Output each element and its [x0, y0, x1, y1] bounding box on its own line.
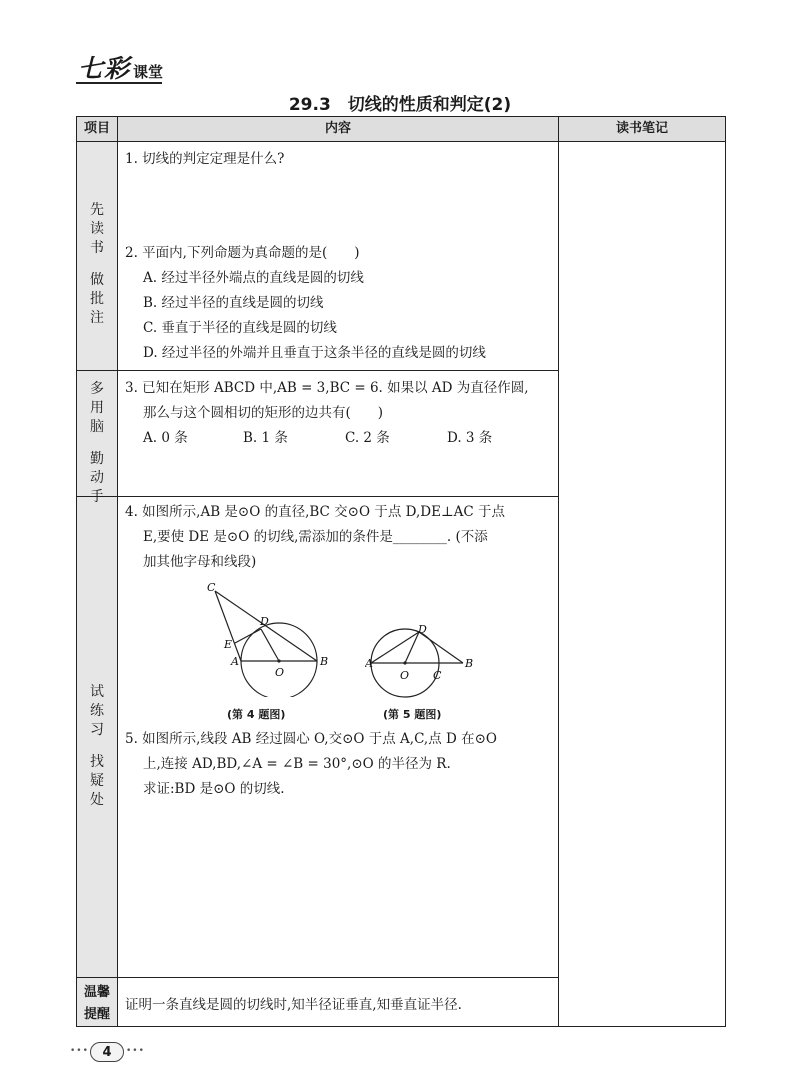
q2-option-a: A. 经过半径外端点的直线是圆的切线 [143, 270, 364, 286]
figure-4-diagram [197, 579, 347, 697]
question-1: 1. 切线的判定定理是什么? [125, 151, 285, 167]
page-number: 4 [90, 1042, 124, 1062]
q3-option-c: C. 2 条 [345, 430, 390, 446]
figure-4-caption: (第 4 题图) [227, 708, 286, 721]
figure-5-diagram [365, 617, 475, 703]
q3-option-b: B. 1 条 [243, 430, 288, 446]
fig5-label-c: C [433, 669, 442, 682]
column-divider [558, 117, 559, 1026]
fig4-label-o: O [275, 666, 285, 679]
question-2-stem: 2. 平面内,下列命题为真命题的是( ) [125, 245, 360, 261]
fig4-label-c: C [207, 581, 216, 594]
q2-option-c: C. 垂直于半径的直线是圆的切线 [143, 320, 337, 336]
tip-text: 证明一条直线是圆的切线时,知半径证垂直,知垂直证半径. [125, 997, 462, 1013]
section-label-practice: 试 练 习 找 疑 处 [90, 684, 104, 808]
question-4-line2: E,要使 DE 是⊙O 的切线,需添加的条件是________. (不添 [143, 529, 488, 545]
figure-5-caption: (第 5 题图) [383, 708, 442, 721]
brand-sub: 课堂 [133, 63, 164, 81]
question-5-line1: 5. 如图所示,线段 AB 经过圆心 O,交⊙O 于点 A,C,点 D 在⊙O [125, 731, 498, 747]
row-divider [77, 370, 558, 371]
question-3-line1: 3. 已知在矩形 ABCD 中,AB = 3,BC = 6. 如果以 AD 为直径作圆, [125, 380, 529, 396]
fig5-label-b: B [465, 657, 474, 670]
fig4-label-d: D [260, 615, 269, 628]
fig5-label-d: D [418, 623, 427, 636]
header-content: 内容 [324, 121, 351, 136]
row-divider [77, 496, 558, 497]
question-4-line1: 4. 如图所示,AB 是⊙O 的直径,BC 交⊙O 于点 D,DE⊥AC 于点 [125, 504, 506, 520]
q2-option-d: D. 经过半径的外端并且垂直于这条半径的直线是圆的切线 [143, 345, 486, 361]
q2-option-b: B. 经过半径的直线是圆的切线 [143, 295, 324, 311]
fig5-label-o: O [400, 669, 410, 682]
header-item: 项目 [83, 121, 110, 136]
question-5-line2: 上,连接 AD,BD,∠A = ∠B = 30°,⊙O 的半径为 R. [143, 756, 451, 772]
q3-option-d: D. 3 条 [447, 430, 493, 446]
fig4-label-e: E [224, 638, 233, 651]
row-divider [77, 977, 558, 978]
question-5-line3: 求证:BD 是⊙O 的切线. [143, 781, 285, 797]
brand-logo [78, 56, 163, 82]
section-label-read: 先 读 书 做 批 注 [90, 202, 104, 326]
page-title: 29.3 切线的性质和判定(2) [288, 95, 512, 115]
study-table [76, 116, 726, 1027]
brand-underline [76, 82, 162, 84]
decor-dots-left: ••• [70, 1046, 89, 1056]
header-notes: 读书笔记 [615, 121, 668, 136]
brand-main: 七彩 [78, 54, 131, 83]
fig4-label-a: A [231, 655, 239, 668]
fig4-label-b: B [320, 655, 329, 668]
question-4-line3: 加其他字母和线段) [143, 554, 257, 570]
question-3-line2: 那么与这个圆相切的矩形的边共有( ) [143, 405, 384, 421]
fig5-label-a: A [365, 657, 373, 670]
table-header [77, 117, 725, 142]
decor-dots-right: ••• [126, 1046, 145, 1056]
section-label-think: 多 用 脑 勤 动 手 [90, 381, 104, 505]
page-number-badge [70, 1043, 150, 1061]
section-label-tip: 温馨 提醒 [83, 985, 110, 1022]
q3-option-a: A. 0 条 [143, 430, 188, 446]
column-divider [117, 117, 118, 1026]
